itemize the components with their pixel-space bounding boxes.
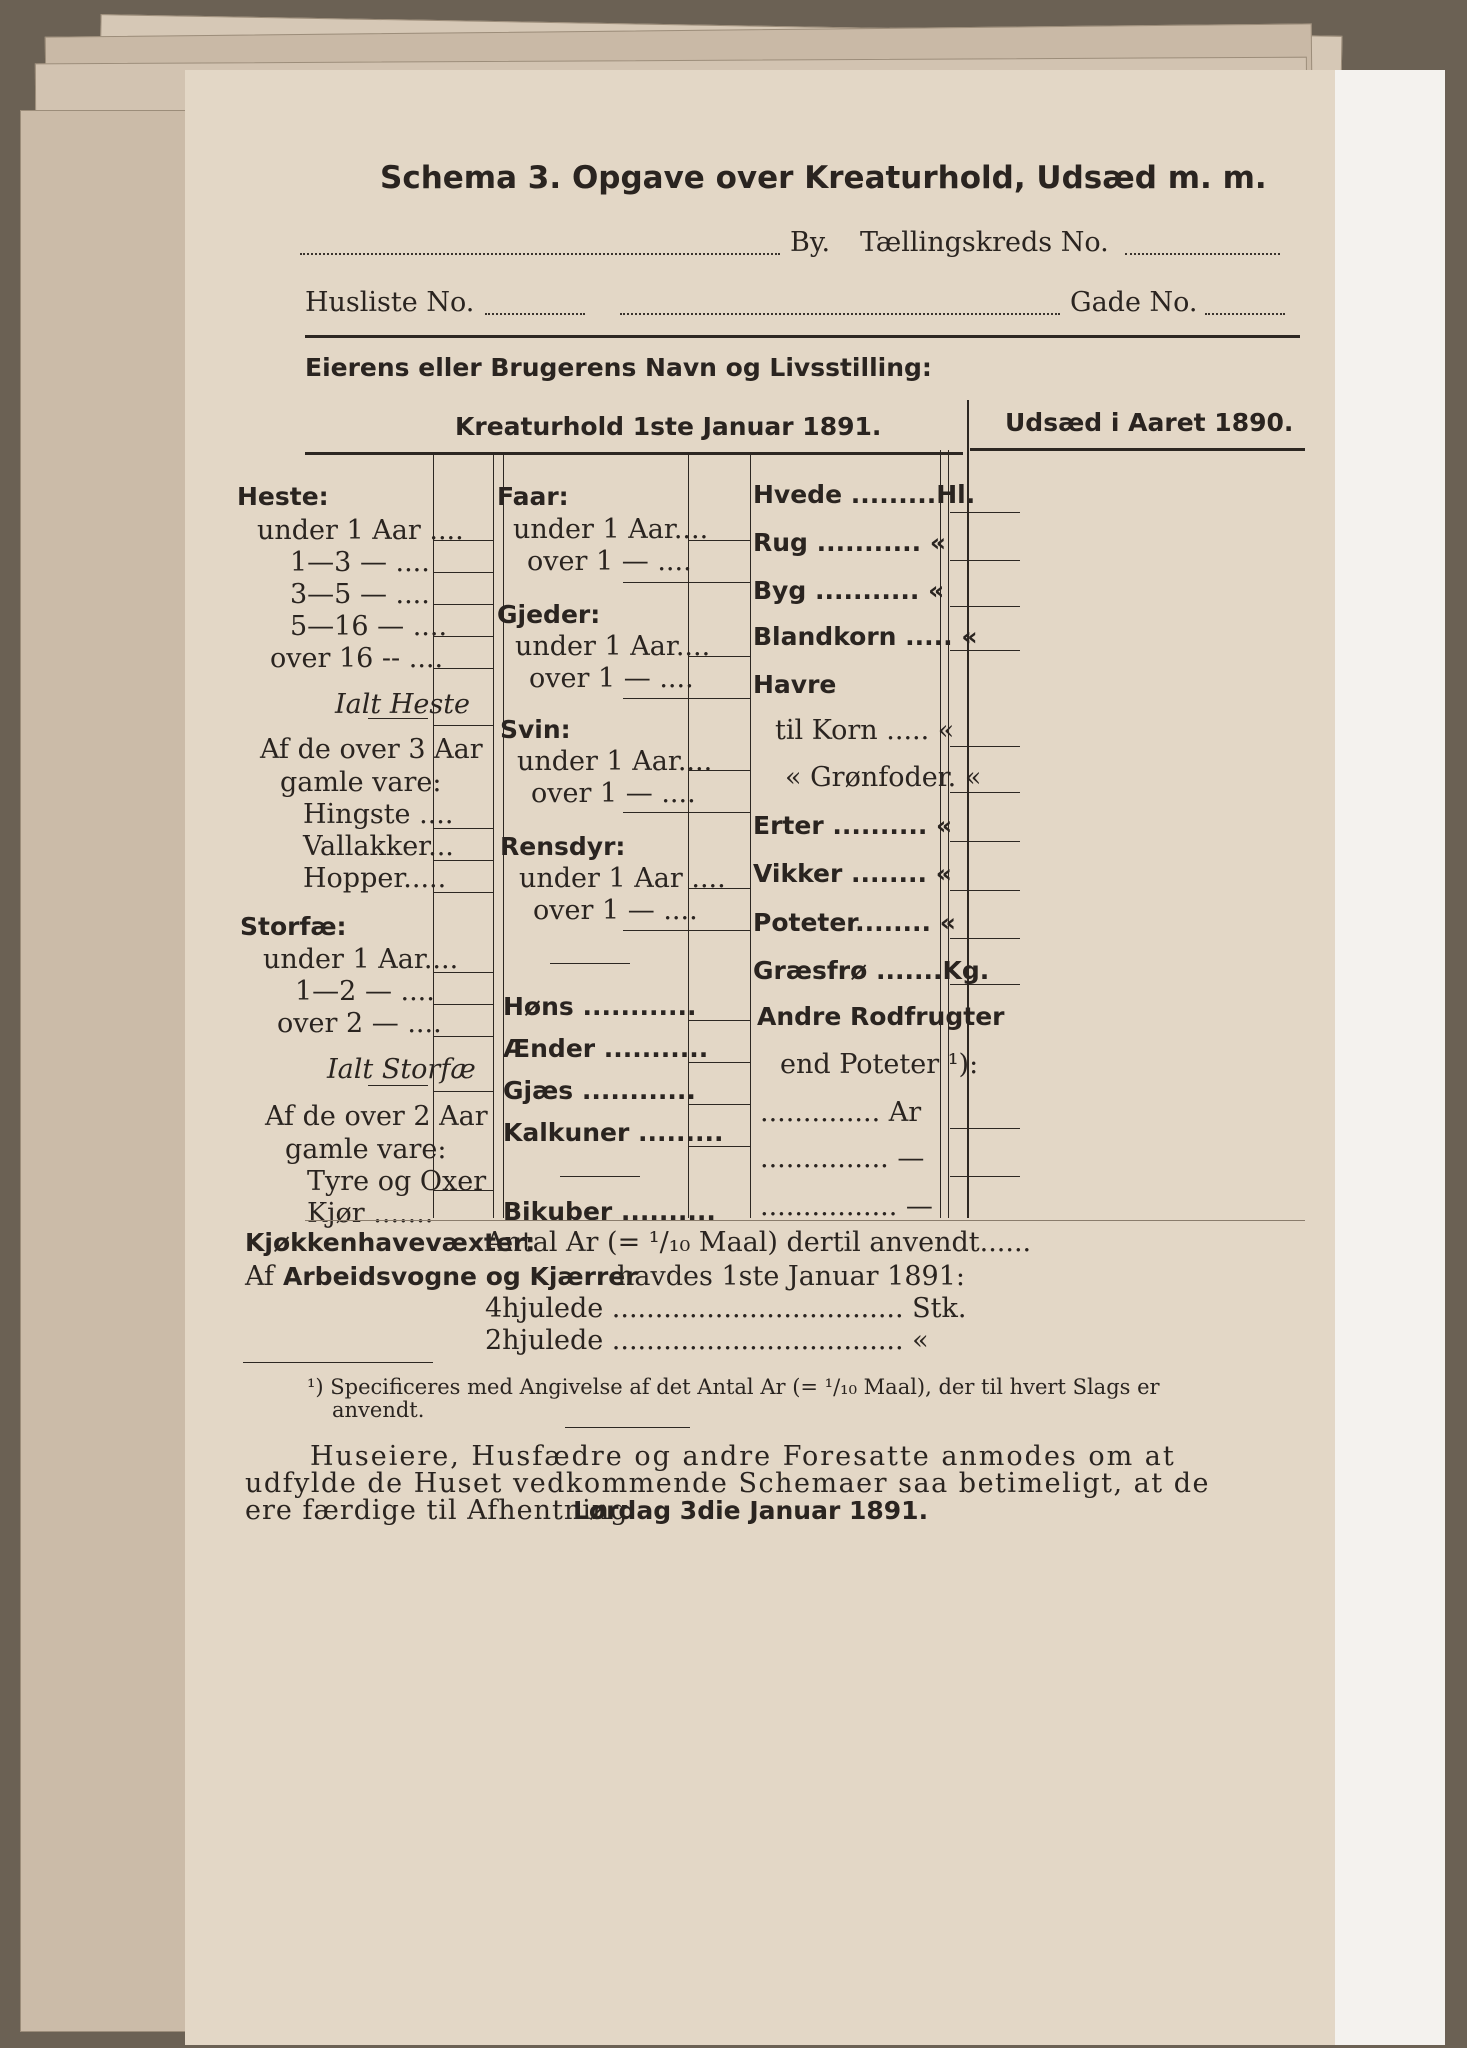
faar-heading: Faar: [497,482,569,511]
entry-line[interactable] [688,1104,750,1105]
heste-kind-row: Hopper..... [303,863,447,894]
svin-row: under 1 Aar.... [517,746,713,777]
entry-line[interactable] [950,746,1020,747]
faar-row: under 1 Aar.... [513,514,709,545]
blandkorn-row: Blandkorn ..... « [753,622,978,651]
graesfro-row: Græsfrø .......Kg. [753,956,990,985]
entry-line[interactable] [950,560,1020,561]
vikker-row: Vikker ........ « [753,859,952,888]
owner-label: Eierens eller Brugerens Navn og Livsstilling: [305,353,932,382]
entry-line[interactable] [950,890,1020,891]
rensdyr-heading: Rensdyr: [500,832,626,861]
kreds-label: Tællingskreds No. [860,227,1109,258]
entry-line[interactable] [950,792,1020,793]
storfae-row: 1—2 — .... [295,976,435,1007]
entry-line[interactable] [433,1036,493,1037]
entry-line[interactable] [688,698,750,699]
entry-line[interactable] [688,1062,750,1063]
storfae-heading: Storfæ: [240,912,347,941]
havre-heading: Havre [753,670,837,699]
entry-line[interactable] [433,1190,493,1191]
ialt-storfae-label: Ialt Storfæ [327,1054,476,1085]
by-label: By. [790,227,831,258]
bird-row: Gjæs ............ [503,1076,696,1105]
separator-line [560,1176,640,1177]
poteter-row: Poteter........ « [753,908,956,937]
street-field[interactable] [620,313,1060,315]
col2-rule-c [750,455,751,1218]
header-rule [305,335,1300,338]
til-korn-row: til Korn ..... « [775,715,955,746]
end-poteter-label: end Poteter ¹): [780,1049,979,1080]
blank-row: ................ — [760,1191,933,1222]
entry-line[interactable] [950,938,1020,939]
hvede-row: Hvede .........Hl. [753,480,976,509]
entry-line[interactable] [688,1146,750,1147]
husliste-label: Husliste No. [305,287,475,318]
footnote-rule [243,1362,433,1363]
section-rule-right [970,448,1305,451]
notice-rule [565,1427,690,1428]
bikuber-row: Bikuber .......... [503,1197,716,1226]
entry-line[interactable] [950,984,1020,985]
entry-line[interactable] [433,1091,493,1092]
hjul2-row: 2hjulede .................................. « [485,1325,929,1356]
section-rule-left [305,452,963,455]
gjeder-row: under 1 Aar.... [515,631,711,662]
entry-line[interactable] [688,656,750,657]
footnote-text: ¹) Specificeres med Angivelse af det Antal Ar (= ¹/₁₀ Maal), der til hvert Slags er [307,1375,1160,1399]
entry-line[interactable] [950,841,1020,842]
kreaturhold-heading: Kreaturhold 1ste Januar 1891. [455,412,882,441]
gronfoder-row: « Grønfoder. « [785,762,982,793]
entry-line[interactable] [688,930,750,931]
svin-row: over 1 — .... [531,778,696,809]
entry-line[interactable] [433,572,493,573]
gade-label: Gade No. [1070,287,1198,318]
husliste-field[interactable] [485,313,585,315]
separator-line [550,963,630,964]
arbeid-text: havdes 1ste Januar 1891: [617,1261,965,1292]
heste-row: 3—5 — .... [290,579,430,610]
gjeder-row: over 1 — .... [529,663,694,694]
gade-field[interactable] [1205,313,1285,315]
heste-heading: Heste: [237,482,329,511]
subtotal-line [623,812,688,813]
entry-line[interactable] [433,540,493,541]
notice-line: udfylde de Huset vedkommende Schemaer saa betimeligt, at de [245,1468,1210,1499]
ialt-heste-label: Ialt Heste [335,689,471,720]
rensdyr-row: over 1 — .... [533,895,698,926]
subtotal-line [623,930,688,931]
notice-line: Huseiere, Husfædre og andre Foresatte anmodes om at [310,1441,1176,1472]
bird-row: Ænder ........... [503,1034,709,1063]
udsaed-heading: Udsæd i Aaret 1890. [1005,408,1294,437]
notice-deadline: Lørdag 3die Januar 1891. [573,1496,929,1525]
kjokken-text: Antal Ar (= ¹/₁₀ Maal) dertil anvendt...... [485,1227,1032,1258]
byg-row: Byg ........... « [753,576,945,605]
entry-line[interactable] [688,540,750,541]
entry-line[interactable] [950,650,1020,651]
form-page [185,70,1335,2045]
entry-line[interactable] [950,512,1020,513]
af-over2-label: Af de over 2 Aar [265,1101,488,1132]
kreds-field[interactable] [1125,253,1280,255]
form-title: Schema 3. Opgave over Kreaturhold, Udsæd m. m. [380,160,1267,196]
heste-kind-row: Hingste .... [303,799,454,830]
andre-rodfrugter-heading: Andre Rodfrugter [757,1002,1005,1031]
blank-row: ............... — [760,1143,925,1174]
hjul4-row: 4hjulede .................................. Stk. [485,1293,967,1324]
bird-row: Høns ............ [503,992,697,1021]
kjokken-label: Kjøkkenhavevæxter: [245,1228,536,1257]
storfae-kind-row: Kjør ....... [307,1198,434,1229]
gamle-vare-label: gamle vare: [280,767,442,798]
gamle-vare-label: gamle vare: [285,1134,447,1165]
rug-row: Rug ........... « [753,528,946,557]
entry-line[interactable] [433,828,493,829]
city-field[interactable] [300,253,780,255]
arbeid-prefix: Af [245,1261,275,1292]
ialt-underline [368,718,428,719]
arbeid-label: Arbeidsvogne og Kjærrer [283,1262,638,1291]
section-divider [967,400,969,1218]
table-bottom-rule [305,1220,1305,1221]
entry-line[interactable] [433,668,493,669]
storfae-kind-row: Tyre og Oxer [307,1166,487,1197]
heste-row: under 1 Aar .... [257,515,464,546]
entry-line[interactable] [688,812,750,813]
footnote-text-cont: anvendt. [332,1398,425,1422]
subtotal-line [623,698,688,699]
ialt-underline [368,1085,428,1086]
heste-row: 1—3 — .... [290,547,430,578]
entry-line[interactable] [688,582,750,583]
heste-row: 5—16 — .... [290,611,448,642]
svin-heading: Svin: [500,715,571,744]
bird-row: Kalkuner ......... [503,1118,724,1147]
entry-line[interactable] [688,888,750,889]
col1-rule-b [493,455,494,1218]
subtotal-line [623,582,688,583]
entry-line[interactable] [433,636,493,637]
heste-row: over 16 -- .... [270,643,444,674]
af-over3-label: Af de over 3 Aar [260,734,483,765]
storfae-row: under 1 Aar.... [263,944,459,975]
binding-strip [1320,70,1445,2045]
rensdyr-row: under 1 Aar .... [519,863,726,894]
entry-line[interactable] [433,860,493,861]
entry-line[interactable] [433,892,493,893]
entry-line[interactable] [688,770,750,771]
storfae-row: over 2 — .... [277,1008,442,1039]
faar-row: over 1 — .... [527,546,692,577]
entry-line[interactable] [433,725,493,726]
entry-line[interactable] [433,1004,493,1005]
erter-row: Erter .......... « [753,811,953,840]
ar-row: .............. Ar [760,1097,922,1128]
notice-line: ere færdige til Afhentning [245,1495,629,1526]
heste-kind-row: Vallakker... [303,831,454,862]
entry-line[interactable] [433,972,493,973]
gjeder-heading: Gjeder: [497,600,601,629]
entry-line[interactable] [688,1020,750,1021]
entry-line[interactable] [950,606,1020,607]
entry-line[interactable] [950,1128,1020,1129]
entry-line[interactable] [433,604,493,605]
entry-line[interactable] [950,1176,1020,1177]
